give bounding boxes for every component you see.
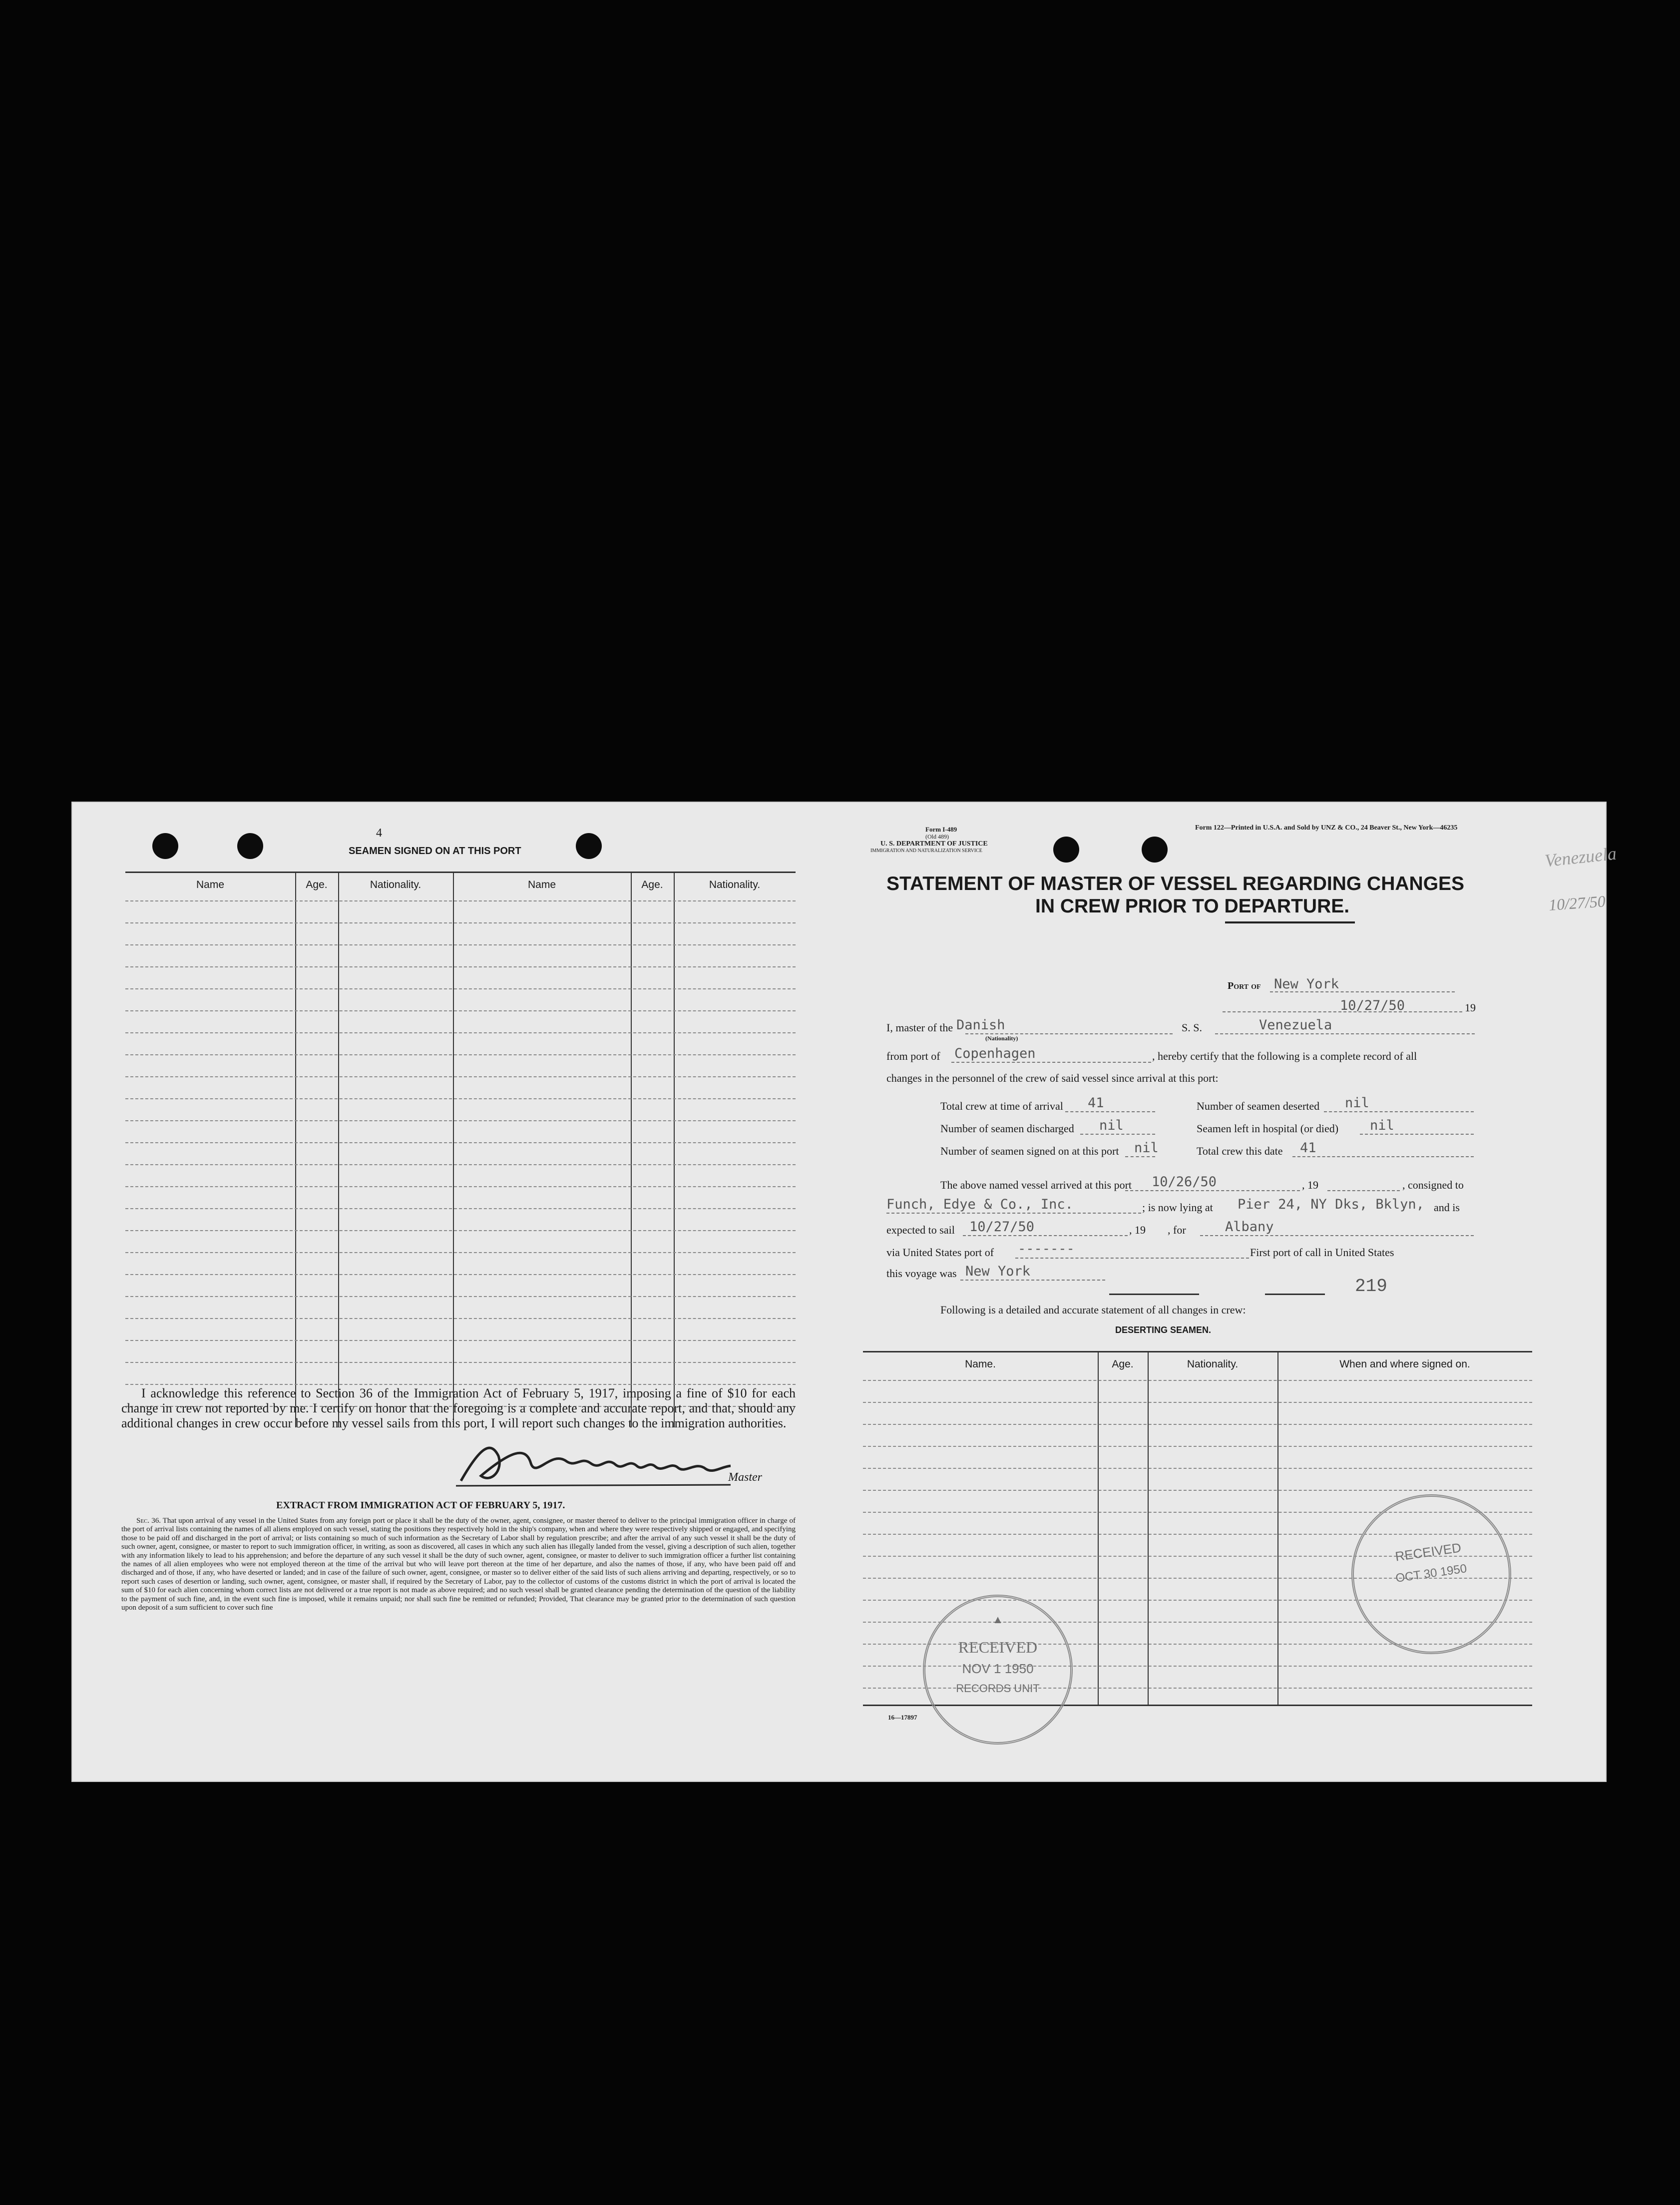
deserting-heading: DESERTING SEAMEN. xyxy=(1115,1325,1212,1335)
table-row-line xyxy=(125,1032,796,1033)
table-row-line xyxy=(125,1340,796,1341)
table-row-line xyxy=(125,1098,796,1099)
signed-on-table xyxy=(125,872,796,1427)
punch-hole xyxy=(576,833,602,859)
date-value: 10/27/50 xyxy=(1340,998,1405,1013)
total-crew-date-value: 41 xyxy=(1300,1140,1316,1156)
printer-line: Form 122—Printed in U.S.A. and Sold by UNZ & CO., 24 Beaver St., New York—46235 xyxy=(1195,824,1458,832)
table-row-line xyxy=(125,966,796,967)
certify-text-2: changes in the personnel of the crew of said vessel since arrival at this port: xyxy=(886,1072,1219,1084)
voyage-label: this voyage was xyxy=(886,1267,957,1280)
section-body: That upon arrival of any vessel in the United States from any foreign port or place it shall be the duty of the owner, agent, consignee, or master thereof to deliver to the principal immigration officer in charge of the port of arrival lists containing the names of all aliens employed on such vessel, stating the positions they respectively hold in the ship's company, when and where they were respectively shipped or engaged, and specifying those to be paid off and discharged in the port of arrival; or lists containing so much of such information as the Secretary of Labor shall by regulation prescribe; and after the arrival of any such vessel it shall be the duty of such owner, agent, consignee, or master to report to such immigration officer, in writing, as soon as discovered, all cases in which any such alien has illegally landed from the vessel, giving a description of such alien, together with any information likely to lead to his apprehension; and before the departure of any such vessel it shall be the duty of such owner, agent, consignee, or master to deliver to such immigration officer a further list containing the names of all alien employees who were not employed thereon at the time of the arrival but who will leave port thereon at the time of her departure, and also the names of those, if any, who have been paid off and discharged and of those, if any, who have deserted or landed; and in case of the failure of such owner, agent, consignee, or master so to deliver either of the said lists of such aliens arriving and departing, respectively, or so to report such cases of desertion or landing, such owner, agent, consignee, or master shall, if required by the Secretary of Labor, pay to the collector of customs of the customs district in which the port of arrival is located the sum of $10 for each alien concerning whom correct lists are not delivered or a true report is not made as above required; and no such vessel shall be granted clearance pending the determination of the question of the liability to the payment of such fine, and, in the event such fine is imposed, while it remains unpaid; nor shall such fine be remitted or refunded; Provided, That clearance may be granted prior to the determination of such question upon deposit of a sum sufficient to cover such fine xyxy=(121,1517,796,1612)
department-name: U. S. DEPARTMENT OF JUSTICE xyxy=(880,840,988,848)
table-row-line xyxy=(125,1120,796,1121)
certify-text: , hereby certify that the following is a complete record of all xyxy=(1152,1050,1417,1062)
table-row-line xyxy=(125,1208,796,1209)
column-header: Nationality. xyxy=(370,879,421,890)
discharged-value: nil xyxy=(1099,1118,1124,1133)
table-row-line xyxy=(125,1252,796,1253)
column-header: Name xyxy=(196,879,225,890)
page-number: 4 xyxy=(376,827,382,840)
hospital-label: Seamen left in hospital (or died) xyxy=(1197,1122,1339,1135)
arrived-label: The above named vessel arrived at this port xyxy=(940,1179,1132,1191)
table-row-line xyxy=(125,1362,796,1363)
deserted-label: Number of seamen deserted xyxy=(1197,1100,1320,1112)
column-header: Age. xyxy=(1112,1358,1134,1370)
table-row-line xyxy=(863,1468,1532,1469)
vessel-annotation: Venezuela xyxy=(1544,843,1618,871)
column-header: Name. xyxy=(965,1358,996,1370)
section-36-text xyxy=(121,1517,796,1612)
discharged-label: Number of seamen discharged xyxy=(940,1122,1074,1135)
footer-code: 16—17897 xyxy=(888,1714,917,1721)
via-label: via United States port of xyxy=(886,1246,994,1259)
table-row-line xyxy=(125,1142,796,1143)
section-heading: SEAMEN SIGNED ON AT THIS PORT xyxy=(349,846,521,857)
for-label: , for xyxy=(1168,1224,1186,1236)
master-label: Master xyxy=(728,1471,762,1484)
column-header: Age. xyxy=(306,879,328,890)
table-row-line xyxy=(863,1402,1532,1403)
table-row-line xyxy=(125,1054,796,1055)
and-is-label: and is xyxy=(1434,1201,1460,1214)
lying-label: ; is now lying at xyxy=(1142,1201,1213,1214)
date-annotation: 10/27/50 xyxy=(1548,892,1606,914)
punch-hole xyxy=(152,833,178,859)
stamp-number: 219 xyxy=(1355,1276,1387,1297)
form-number: Form I-489 xyxy=(925,826,957,833)
table-row-line xyxy=(863,1424,1532,1425)
port-value: New York xyxy=(1274,976,1339,992)
date-year-prefix: 19 xyxy=(1465,1001,1476,1014)
ss-label: S. S. xyxy=(1182,1021,1202,1034)
column-header: Name xyxy=(527,879,556,890)
table-row-line xyxy=(125,988,796,989)
received-stamp-records-unit: ▲ RECEIVED NOV 1 1950 RECORDS UNIT xyxy=(923,1595,1073,1745)
nationality-caption: (Nationality) xyxy=(985,1035,1018,1042)
port-label: Port of xyxy=(1228,980,1261,991)
column-header: Nationality. xyxy=(1187,1358,1239,1370)
right-page xyxy=(840,802,1618,1782)
consignee-value: Funch, Edye & Co., Inc. xyxy=(886,1197,1073,1212)
table-row-line xyxy=(125,1010,796,1011)
from-port-label: from port of xyxy=(886,1050,940,1062)
expected-label: expected to sail xyxy=(886,1224,955,1236)
table-row-line xyxy=(863,1446,1532,1447)
expected-year: , 19 xyxy=(1129,1224,1146,1236)
received-stamp-circular: RECEIVED OCT 30 1950 xyxy=(1341,1484,1521,1664)
service-name: IMMIGRATION AND NATURALIZATION SERVICE xyxy=(870,848,982,854)
column-header: Nationality. xyxy=(709,879,761,890)
signed-on-value: nil xyxy=(1134,1140,1159,1156)
signed-on-label: Number of seamen signed on at this port xyxy=(940,1145,1119,1157)
section-label: Sec. 36. xyxy=(136,1517,161,1525)
form-old-number: (Old 489) xyxy=(925,833,949,840)
table-row-line xyxy=(125,922,796,923)
table-row-line xyxy=(125,1296,796,1297)
table-row-line xyxy=(863,1380,1532,1381)
arrived-value: 10/26/50 xyxy=(1152,1174,1217,1190)
column-header: When and where signed on. xyxy=(1339,1358,1470,1370)
table-row-line xyxy=(125,1164,796,1165)
voyage-value: New York xyxy=(965,1264,1031,1279)
master-signature xyxy=(451,1436,791,1496)
total-crew-date-label: Total crew this date xyxy=(1197,1145,1283,1157)
table-row-line xyxy=(125,1230,796,1231)
table-row-line xyxy=(125,1186,796,1187)
total-crew-arrival-label: Total crew at time of arrival xyxy=(940,1100,1063,1112)
first-port-label: First port of call in United States xyxy=(1250,1246,1394,1259)
total-crew-arrival-value: 41 xyxy=(1088,1095,1104,1111)
table-row-line xyxy=(125,1384,796,1385)
table-row-line xyxy=(125,900,796,901)
left-page xyxy=(71,802,826,1782)
form-title-line2: IN CREW PRIOR TO DEPARTURE. xyxy=(1035,895,1350,917)
extract-title: EXTRACT FROM IMMIGRATION ACT OF FEBRUARY 5, 1917. xyxy=(276,1500,565,1511)
via-value: ------- xyxy=(1018,1241,1075,1257)
master-of-label: I, master of the xyxy=(886,1021,953,1034)
table-row-line xyxy=(125,944,796,945)
from-port-value: Copenhagen xyxy=(954,1046,1036,1061)
hospital-value: nil xyxy=(1370,1118,1394,1133)
consigned-label: , consigned to xyxy=(1402,1179,1464,1191)
for-value: Albany xyxy=(1225,1219,1274,1235)
lying-value: Pier 24, NY Dks, Bklyn, xyxy=(1238,1197,1424,1212)
table-row-line xyxy=(125,1076,796,1077)
deserted-value: nil xyxy=(1345,1095,1369,1111)
column-header: Age. xyxy=(641,879,663,890)
acknowledgement-text: I acknowledge this reference to Section 36 of the Immigration Act of February 5, 1917, imposing a fine of $10 for each change in crew not reported by me. I certify on honor that the foregoing is a complete and accurate report, and that, should any additional changes in crew occur before my vessel sails from this port, I will report such changes to the immigration authorities. xyxy=(121,1386,796,1430)
table-row-line xyxy=(125,1318,796,1319)
nationality-value: Danish xyxy=(956,1017,1005,1033)
manifest-document xyxy=(71,802,1618,1782)
form-title-line1: STATEMENT OF MASTER OF VESSEL REGARDING CHANGES xyxy=(886,873,1465,894)
vessel-value: Venezuela xyxy=(1259,1017,1332,1033)
arrived-year: , 19 xyxy=(1302,1179,1318,1191)
punch-hole xyxy=(237,833,263,859)
following-text: Following is a detailed and accurate statement of all changes in crew: xyxy=(940,1304,1246,1316)
table-row-line xyxy=(863,1490,1532,1491)
table-row-line xyxy=(125,1274,796,1275)
expected-value: 10/27/50 xyxy=(969,1219,1035,1235)
